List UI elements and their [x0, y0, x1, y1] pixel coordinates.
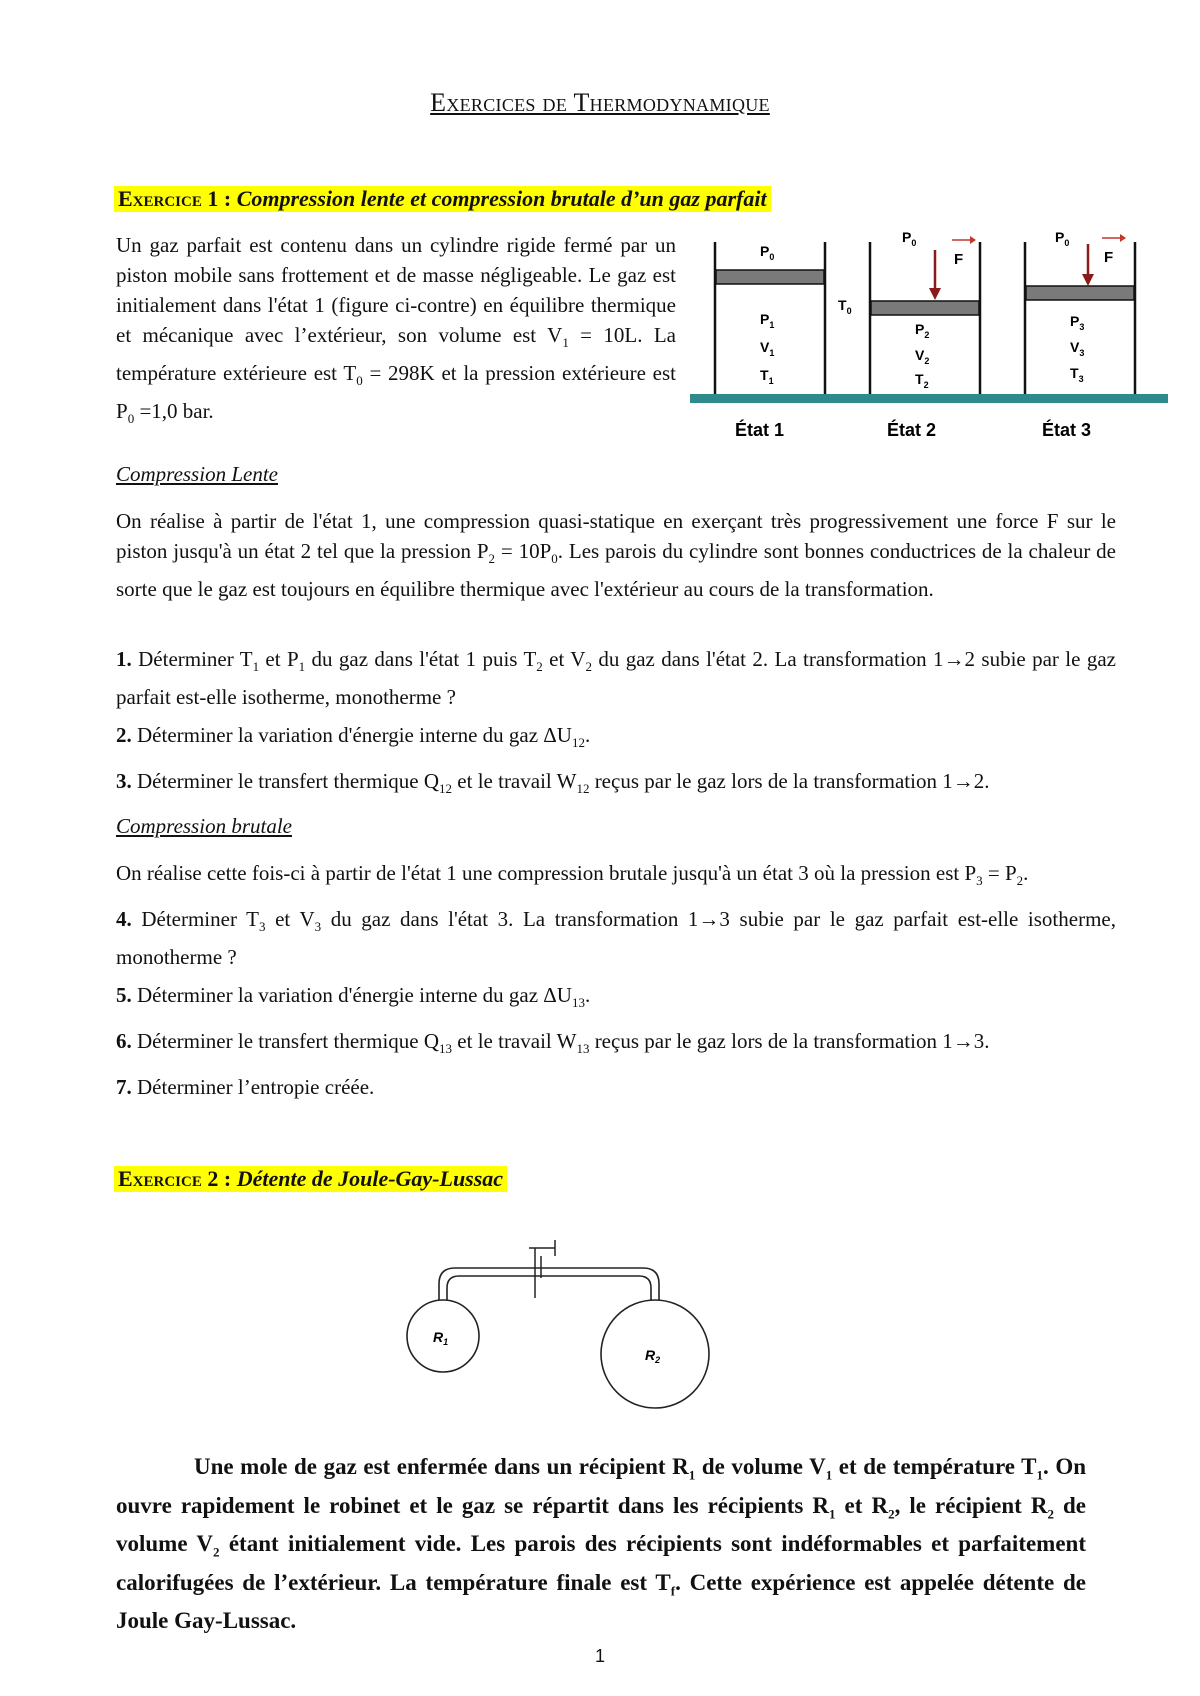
exercise-1-intro: Un gaz parfait est contenu dans un cylindre rigide fermé par un piston mobile sans frottement et de masse négligeable. Le gaz est initialement dans l'état 1 (figure ci-contre) en équilibre thermique et mécanique avec l’extérieur, son volume est $V_1 = 10L$. La température extérieure est $T_0 = 298K$ et la pression extérieure est $P_0 =1,0$ bar.	[116, 233, 676, 427]
question-2: 2. Déterminer la variation d'énergie interne du gaz $\Delta U_{12}$.	[116, 723, 591, 751]
cylinder-state-2	[870, 229, 980, 440]
ground-line	[690, 394, 1168, 403]
question-3: 3. Déterminer le transfert thermique $Q_{12}$ et le travail $W_{12}$ reçus par le gaz lors de la transformation 1→2.	[116, 769, 990, 797]
p0-label-3: $P_0$	[1055, 229, 1070, 248]
p2-label: $P_2$	[915, 321, 930, 340]
force-label-3: F	[1104, 249, 1114, 266]
r2-label: $R_2$	[645, 1347, 661, 1365]
p1-label: $P_1$	[760, 311, 775, 330]
piston-2	[871, 301, 979, 315]
cylinder-state-1	[715, 242, 825, 440]
piston-3	[1026, 286, 1134, 300]
question-6: 6. Déterminer le transfert thermique $Q_{13}$ et le travail $W_{13}$ reçus par le gaz lors de la transformation 1→3.	[116, 1029, 990, 1057]
state-3-label: État 3	[1042, 420, 1092, 440]
question-4: 4. Déterminer $T_3$ et $V_3$ du gaz dans l'état 3. La transformation 1→3 subie par le gaz parfait est-elle isotherme, monotherme ?	[116, 907, 1116, 970]
r1-label: $R_1$	[433, 1329, 449, 1347]
compression-brutale-text: On réalise cette fois-ci à partir de l'état 1 une compression brutale jusqu'à un état 3 où la pression est $P_3 = P_2$.	[116, 861, 1029, 889]
t0-label: $T_0$	[838, 297, 852, 316]
exercise-1-heading	[114, 186, 771, 212]
exercise-2-number: Exercice 2 :	[118, 1166, 232, 1191]
piston-1	[716, 270, 824, 284]
compression-lente-text: On réalise à partir de l'état 1, une compression quasi-statique en exerçant très progressivement une force F sur le piston jusqu'à un état 2 tel que la pression $P_2 = 10P_0$. Les parois du cylindre sont bonnes conductrices de la chaleur de sorte que le gaz est toujours en équilibre thermique avec l'extérieur au cours de la transformation.	[116, 509, 1116, 602]
exercise-1-subtitle: Compression lente et compression brutale d’un gaz parfait	[236, 186, 767, 211]
exercise-1-number: Exercice 1 :	[118, 186, 232, 211]
state-1-label: État 1	[735, 420, 785, 440]
page-number: 1	[594, 1646, 605, 1666]
compression-brutale-heading: Compression brutale	[116, 814, 292, 838]
question-7: 7. Déterminer l’entropie créée.	[116, 1075, 375, 1099]
pipe-inner	[447, 1276, 651, 1306]
pipe-outer	[439, 1268, 659, 1304]
cylinder-state-3	[1025, 229, 1135, 440]
t1-label: $T_1$	[760, 367, 774, 386]
v3-label: $V_3$	[1070, 339, 1085, 358]
question-1: 1. Déterminer $T_1$ et $P_1$ du gaz dans l'état 1 puis $T_2$ et $V_2$ du gaz dans l'état 2. La transformation 1→2 subie par le gaz parfait est-elle isotherme, monotherme ?	[116, 647, 1116, 710]
exercise-2-text: Une mole de gaz est enfermée dans un récipient $R_1$ de volume $V_1$ et de température $T_1$. On ouvre rapidement le robinet et le gaz se répartit dans les récipients $R_1$ et $R_2$, le récipient $R_2$ de volume $V_2$ étant initialement vide. Les parois des récipients sont indéformables et parfaitement calorifugées de l’extérieur. La température finale est $T_f$. Cette expérience est appelée détente de Joule Gay-Lussac.	[116, 1454, 1087, 1634]
t2-label: $T_2$	[915, 371, 929, 390]
piston-states-figure	[690, 222, 1170, 452]
joule-gay-lussac-figure	[395, 1218, 735, 1418]
page-title: Exercices de Thermodynamique	[430, 88, 770, 117]
exercise-2-subtitle: Détente de Joule-Gay-Lussac	[236, 1166, 504, 1191]
force-label-2: F	[954, 251, 964, 268]
valve-icon	[529, 1240, 555, 1298]
exercise-2-heading	[114, 1166, 507, 1192]
compression-lente-heading: Compression Lente	[116, 462, 278, 486]
v2-label: $V_2$	[915, 347, 930, 366]
question-5: 5. Déterminer la variation d'énergie interne du gaz $\Delta U_{13}$.	[116, 983, 591, 1011]
p3-label: $P_3$	[1070, 313, 1085, 332]
state-2-label: État 2	[887, 420, 937, 440]
t3-label: $T_3$	[1070, 365, 1084, 384]
p0-label-1: $P_0$	[760, 243, 775, 262]
v1-label: $V_1$	[760, 339, 775, 358]
p0-label-2: $P_0$	[902, 229, 917, 248]
